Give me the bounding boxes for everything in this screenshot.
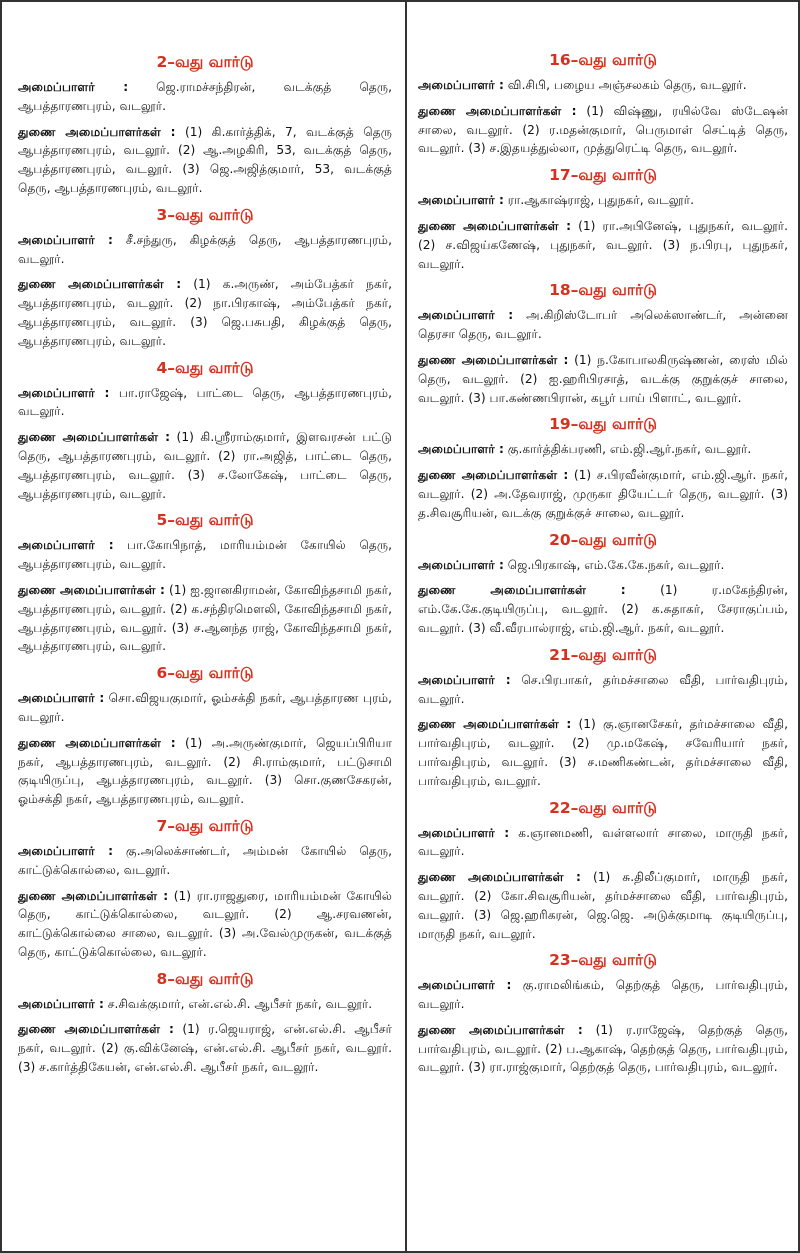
assistant-organizers-label: துணை அமைப்பாளர்கள் : — [418, 583, 626, 598]
assistant-organizers-entry — [18, 1020, 392, 1076]
assistant-organizers-text: (1) க.அருண், அம்பேத்கர் நகர், ஆபத்தாரணபுரம், வடலூர். (2) நா.பிரகாஷ், அம்பேத்கர் நகர், ஆபத்தாரணபுரம், வடலூர். (3) ஜெ.பசுபதி, கிழக்குத் தெரு, ஆபத்தாரணபுரம், வடலூர். — [18, 277, 392, 348]
ward-section — [418, 530, 788, 638]
ward-section — [418, 414, 788, 522]
ward-heading: 18–வது வார்டு — [549, 281, 657, 300]
organizer-entry — [418, 440, 788, 459]
organizer-text: பா.ராஜேஷ், பாட்டை தெரு, ஆபத்தாரணபுரம், வடலூர். — [18, 385, 393, 419]
ward-section — [418, 950, 788, 1077]
organizer-entry — [418, 671, 788, 709]
organizer-label: அமைப்பாளர் : — [18, 232, 113, 247]
left-column — [2, 2, 406, 1251]
ward-heading: 4–வது வார்டு — [156, 358, 254, 377]
organizer-entry — [18, 842, 392, 880]
assistant-organizers-text: (1) ஐ.ஜானகிராமன், கோவிந்தசாமி நகர், ஆபத்தாரணபுரம், வடலூர். (2) க.சந்திரமௌலி, கோவிந்தசாமி நகர், ஆபத்தாரணபுரம், வடலூர். (3) ச.ஆனந்த ராஜ், கோவிந்தசாமி நகர், ஆபத்தாரணபுரம், வடலூர். — [18, 582, 392, 654]
assistant-organizers-label: துணை அமைப்பாளர்கள் : — [18, 124, 176, 139]
ward-heading: 22–வது வார்டு — [549, 798, 657, 817]
ward-heading: 17–வது வார்டு — [549, 166, 657, 185]
assistant-organizers-entry — [18, 734, 392, 809]
ward-heading: 21–வது வார்டு — [549, 645, 657, 664]
assistant-organizers-text: (1) கி.ஸ்ரீராம்குமார், இளவரசன் பட்டு தெரு, ஆபத்தாரணபுரம், வடலூர். (2) ரா.அஜித், பாட்டை தெரு, ஆபத்தாரணபுரம், வடலூர். (3) ச.லோகேஷ், பாட்டை தெரு, ஆபத்தாரணபுரம், வடலூர். — [18, 430, 392, 501]
assistant-organizers-entry — [418, 581, 788, 637]
assistant-organizers-text: (1) ச.பிரவீன்குமார், எம்.ஜி.ஆர். நகர், வடலூர். (2) அ.தேவராஜ், முருகா தியேட்டர் தெரு, வடலூர். (3) த.சிவசூரியன், வடக்கு குறுக்குச் சாலை, வடலூர். — [418, 468, 788, 520]
assistant-organizers-label: துணை அமைப்பாளர்கள் : — [18, 277, 182, 292]
organizer-label: அமைப்பாளர் : — [418, 825, 510, 840]
organizer-label: அமைப்பாளர் : — [418, 978, 512, 993]
ward-section — [418, 645, 788, 791]
ward-section — [418, 280, 788, 407]
assistant-organizers-label: துணை அமைப்பாளர்கள் : — [418, 468, 569, 483]
organizer-entry — [18, 995, 392, 1014]
ward-heading: 5–வது வார்டு — [156, 511, 254, 530]
ward-heading: 16–வது வார்டு — [549, 51, 657, 69]
organizer-entry — [418, 191, 788, 210]
ward-section — [418, 165, 788, 273]
organizer-label: அமைப்பாளர் : — [418, 672, 511, 687]
assistant-organizers-label: துணை அமைப்பாளர்கள் : — [18, 735, 176, 750]
ward-heading: 20–வது வார்டு — [549, 530, 657, 549]
organizer-entry — [418, 76, 788, 95]
ward-heading: 7–வது வார்டு — [156, 816, 254, 835]
organizer-entry — [418, 556, 788, 575]
assistant-organizers-label: துணை அமைப்பாளர்கள் : — [18, 582, 165, 597]
assistant-organizers-label: துணை அமைப்பாளர்கள் : — [418, 1022, 583, 1037]
ward-heading: 23–வது வார்டு — [549, 951, 657, 970]
assistant-organizers-label: துணை அமைப்பாளர்கள் : — [18, 430, 170, 445]
organizer-text: க.ஞானமணி, வள்ளலார் சாலை, மாருதி நகர், வடலூர். — [418, 825, 789, 859]
assistant-organizers-entry — [418, 868, 788, 943]
assistant-organizers-label: துணை அமைப்பாளர்கள் : — [18, 888, 169, 903]
assistant-organizers-label: துணை அமைப்பாளர்கள் : — [418, 870, 581, 885]
organizer-text: ரா.ஆகாஷ்ராஜ், புதுநகர், வடலூர். — [503, 193, 694, 208]
assistant-organizers-entry — [418, 217, 788, 273]
organizer-entry — [418, 824, 788, 862]
organizer-text: கு.ராமலிங்கம், தெற்குத் தெரு, பார்வதிபுரம், வடலூர். — [418, 978, 788, 1012]
assistant-organizers-label: துணை அமைப்பாளர்கள் : — [418, 352, 569, 367]
assistant-organizers-text: (1) ர.ஜெயராஜ், என்.எல்.சி. ஆபீசர் நகர், வடலூர். (2) கு.விக்னேஷ், என்.எல்.சி. ஆபீசர் நகர், வடலூர். (3) ச.கார்த்திகேயன், என்.எல்.சி. ஆபீசர் நகர், வடலூர். — [18, 1022, 392, 1075]
organizer-entry — [18, 536, 392, 574]
organizer-label: அமைப்பாளர் : — [418, 78, 504, 92]
assistant-organizers-entry — [418, 715, 788, 790]
assistant-organizers-entry — [18, 428, 392, 503]
assistant-organizers-label: துணை அமைப்பாளர்கள் : — [418, 717, 572, 732]
ward-section — [18, 663, 392, 809]
ward-section — [18, 358, 392, 504]
assistant-organizers-text: (1) விஷ்ணு, ரயில்வே ஸ்டேஷன் சாலை, வடலூர். (2) ர.மதன்குமார், பெருமாள் செட்டித் தெரு, வடலூர். (3) ச.இதயத்துல்லா, முத்துரெட்டி தெரு, வடலூர். — [418, 103, 788, 156]
assistant-organizers-entry — [18, 123, 392, 198]
ward-heading: 6–வது வார்டு — [156, 664, 254, 683]
organizer-label: அமைப்பாளர் : — [18, 385, 110, 400]
ward-heading: 8–வது வார்டு — [156, 969, 254, 988]
assistant-organizers-text: (1) சு.திலீப்குமார், மாருதி நகர், வடலூர். (2) கோ.சிவசூரியன், தர்மச்சாலை வீதி, பார்வதிபுரம், வடலூர். (3) ஜெ.ஹரிகரன், ஜெ.ஜெ. அடுக்குமாடி குடியிருப்பு, மாருதி நகர், வடலூர். — [418, 870, 788, 941]
assistant-organizers-entry — [418, 1021, 788, 1077]
ward-section — [418, 798, 788, 944]
organizer-entry — [418, 976, 788, 1014]
assistant-organizers-entry — [418, 102, 788, 158]
organizer-text: கு.அலெக்சாண்டர், அம்மன் கோயில் தெரு, காட்டுக்கொல்லை, வடலூர். — [18, 843, 392, 877]
assistant-organizers-text: (1) ந.கோபாலகிருஷ்ணன், ரைஸ் மில் தெரு, வடலூர். (2) ஐ.ஹரிபிரசாத், வடக்கு குறுக்குச் சாலை, வடலூர். (3) பா.கண்ணபிரான், கபூர் பாய் பிளாட், வடலூர். — [418, 352, 788, 405]
ward-heading: 2–வது வார்டு — [156, 53, 254, 71]
organizer-text: அ.கிறிஸ்டோபர் அலெக்ஸாண்டர், அன்னை தெரசா தெரு, வடலூர். — [418, 308, 789, 342]
organizer-entry — [18, 78, 392, 116]
organizer-text: ஜெ.பிரகாஷ், எம்.கே.கே.நகர், வடலூர். — [503, 557, 725, 572]
assistant-organizers-label: துணை அமைப்பாளர்கள் : — [418, 218, 572, 233]
ward-section — [18, 205, 392, 351]
organizer-label: அமைப்பாளர் : — [18, 80, 129, 94]
assistant-organizers-entry — [418, 466, 788, 522]
organizer-label: அமைப்பாளர் : — [18, 996, 104, 1011]
organizer-label: அமைப்பாளர் : — [418, 193, 504, 208]
organizer-entry — [18, 231, 392, 269]
organizer-entry — [418, 306, 788, 344]
organizer-text: பா.கோபிநாத், மாரியம்மன் கோயில் தெரு, ஆபத்தாரணபுரம், வடலூர். — [18, 538, 392, 572]
ward-section — [18, 816, 392, 962]
assistant-organizers-entry — [18, 275, 392, 350]
ward-heading: 19–வது வார்டு — [549, 415, 657, 434]
organizer-text: ஜெ.ராமச்சந்திரன், வடக்குத் தெரு, ஆபத்தாரணபுரம், வடலூர். — [18, 80, 393, 113]
ward-section — [418, 2, 788, 158]
ward-heading: 3–வது வார்டு — [156, 205, 254, 224]
assistant-organizers-text: (1) அ.அருண்குமார், ஜெயப்பிரியா நகர், ஆபத்தாரணபுரம், வடலூர். (2) சி.ராம்குமார், பட்டுசாமி குடியிருப்பு, ஆபத்தாரணபுரம், வடலூர். (3) சொ.குணசேகரன், ஓம்சக்தி நகர், ஆபத்தாரணபுரம், வடலூர். — [18, 735, 392, 807]
organizer-entry — [18, 384, 392, 422]
assistant-organizers-label: துணை அமைப்பாளர்கள் : — [18, 1022, 174, 1037]
organizer-text: செ.பிரபாகர், தர்மச்சாலை வீதி, பார்வதிபுரம், வடலூர். — [418, 672, 788, 706]
organizer-label: அமைப்பாளர் : — [418, 442, 504, 457]
organizer-label: அமைப்பாளர் : — [18, 538, 114, 553]
organizer-label: அமைப்பாளர் : — [418, 557, 504, 572]
organizer-entry — [18, 689, 392, 727]
right-column — [406, 2, 798, 1251]
assistant-organizers-text: (1) ர.ராஜேஷ், தெற்குத் தெரு, பார்வதிபுரம், வடலூர். (2) ப.ஆகாஷ், தெற்குத் தெரு, பார்வதிபுரம், வடலூர். (3) ரா.ராஜ்குமார், தெற்குத் தெரு, பார்வதிபுரம், வடலூர். — [418, 1022, 788, 1075]
organizer-label: அமைப்பாளர் : — [18, 691, 105, 706]
organizer-text: சொ.விஜயகுமார், ஓம்சக்தி நகர், ஆபத்தாரண புரம், வடலூர். — [18, 691, 392, 724]
organizer-text: வி.சிபி, பழைய அஞ்சலகம் தெரு, வடலூர். — [503, 78, 747, 92]
assistant-organizers-label: துணை அமைப்பாளர்கள் : — [418, 103, 577, 118]
assistant-organizers-text: (1) ரா.ராஜதுரை, மாரியம்மன் கோயில் தெரு, காட்டுக்கொல்லை, வடலூர். (2) ஆ.சரவணன், காட்டுக்கொல்லை சாலை, வடலூர். (3) அ.வேல்முருகன், வடக்குத் தெரு, காட்டுக்கொல்லை, வடலூர். — [18, 888, 392, 959]
organizer-label: அமைப்பாளர் : — [418, 308, 514, 323]
assistant-organizers-entry — [18, 581, 392, 656]
assistant-organizers-text: (1) கு.ஞானசேகர், தர்மச்சாலை வீதி, பார்வதிபுரம், வடலூர். (2) மு.மகேஷ், சவேரியார் நகர், பார்வதிபுரம், வடலூர். (3) ச.மணிகண்டன், தர்மச்சாலை வீதி, பார்வதிபுரம், வடலூர். — [418, 717, 788, 788]
ward-section — [18, 510, 392, 656]
assistant-organizers-text: (1) ரா.அபினேஷ், புதுநகர், வடலூர். (2) ச.விஜய்கணேஷ், புதுநகர், வடலூர். (3) ந.பிரபு, புதுநகர், வடலூர். — [418, 218, 788, 271]
organizer-text: சீ.சந்துரு, கிழக்குத் தெரு, ஆபத்தாரணபுரம், வடலூர். — [18, 232, 392, 266]
assistant-organizers-text: (1) கி.கார்த்திக், 7, வடக்குத் தெரு ஆபத்தாரணபுரம், வடலூர். (2) ஆ.அழகிரி, 53, வடக்குத் தெரு, ஆபத்தாரணபுரம், வடலூர். (3) ஜெ.அஜித்குமார், 53, வடக்குத் தெரு, ஆபத்தாரணபுரம், வடலூர். — [18, 124, 392, 195]
assistant-organizers-entry — [418, 351, 788, 407]
organizer-text: கு.கார்த்திக்பரணி, எம்.ஜி.ஆர்.நகர், வடலூர். — [503, 442, 752, 457]
assistant-organizers-text: (1) ர.மகேந்திரன், எம்.கே.கே.குடியிருப்பு, வடலூர். (2) க.சுதாகர், சேராகுப்பம், வடலூர். (3) வீ.வீரபால்ராஜ், எம்.ஜி.ஆர். நகர், வடலூர். — [418, 583, 788, 635]
ward-section — [18, 2, 392, 198]
ward-section — [18, 969, 392, 1077]
assistant-organizers-entry — [18, 887, 392, 962]
organizer-label: அமைப்பாளர் : — [18, 843, 113, 858]
organizer-text: ச.சிவக்குமார், என்.எல்.சி. ஆபீசர் நகர், வடலூர். — [103, 996, 373, 1011]
